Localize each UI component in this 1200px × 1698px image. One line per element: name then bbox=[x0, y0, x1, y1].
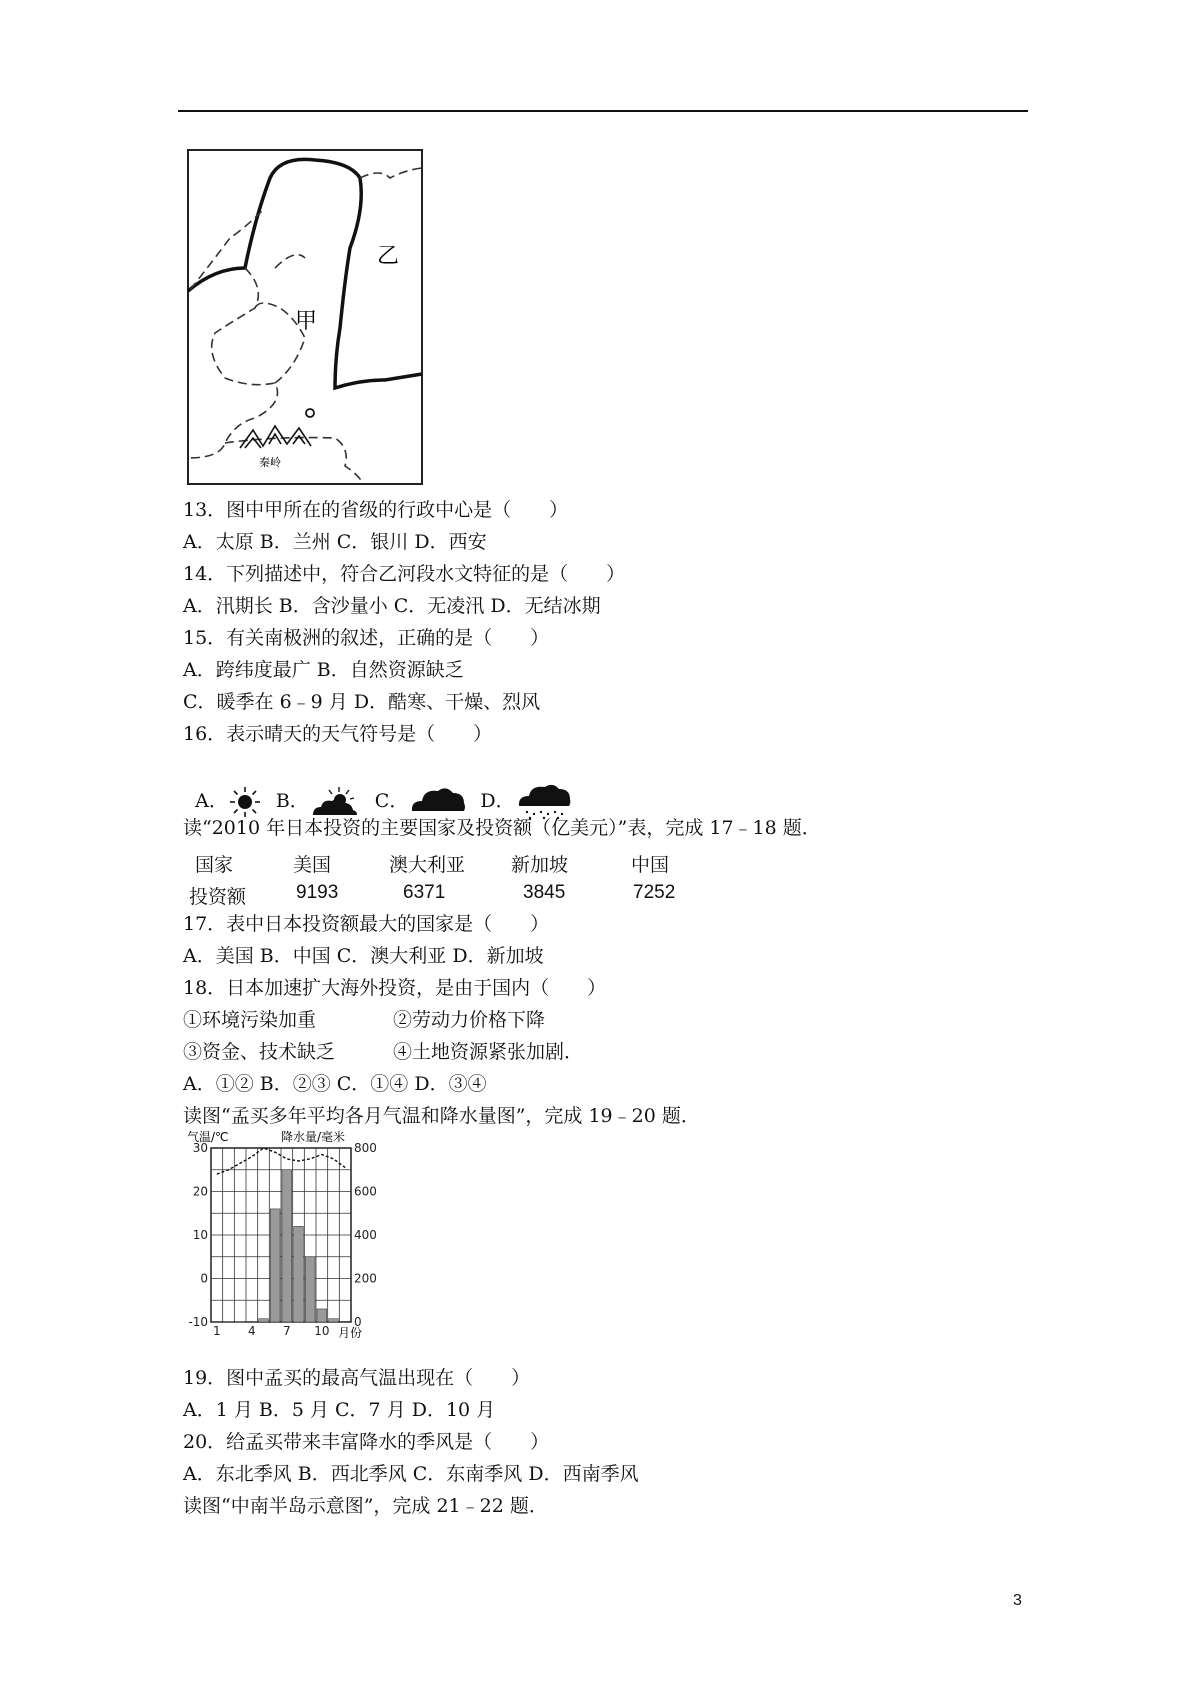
q18-item-2: ②劳动力价格下降 bbox=[393, 1009, 546, 1031]
q15-options-2: C．暖季在 6﹣9 月 D．酷寒、干燥、烈风 bbox=[183, 691, 541, 713]
q13-options: A．太原 B．兰州 C．银川 D．西安 bbox=[183, 531, 487, 553]
map-label-qinling: 秦岭 bbox=[259, 456, 281, 469]
left-axis-label: 气温/℃ bbox=[187, 1130, 229, 1144]
left-tick-label: -10 bbox=[188, 1315, 208, 1329]
overcast-icon bbox=[408, 785, 468, 819]
precip-bar-8 bbox=[294, 1226, 304, 1322]
precip-bar-12 bbox=[340, 1321, 350, 1322]
q14-options: A．汛期长 B．含沙量小 C．无凌汛 D．无结冰期 bbox=[183, 595, 601, 617]
right-tick-label: 400 bbox=[354, 1228, 377, 1242]
precip-bar-6 bbox=[270, 1209, 280, 1322]
right-tick-label: 800 bbox=[354, 1141, 377, 1155]
table-header-4: 中国 bbox=[631, 855, 670, 876]
left-tick-label: 30 bbox=[192, 1141, 208, 1155]
precip-bar-5 bbox=[259, 1319, 269, 1322]
q16-opt-c: C． bbox=[374, 790, 409, 812]
table-header-0: 国家 bbox=[195, 855, 234, 876]
table-header-3: 新加坡 bbox=[511, 855, 569, 876]
mumbai-climate-chart bbox=[183, 1130, 383, 1340]
mountain-icon bbox=[240, 426, 311, 448]
q18-item-1: ①环境污染加重 bbox=[183, 1009, 317, 1031]
q14-stem: 14．下列描述中，符合乙河段水文特征的是（ ） bbox=[183, 563, 626, 585]
q15-options-1: A．跨纬度最广 B．自然资源缺乏 bbox=[183, 659, 464, 681]
right-tick-label: 200 bbox=[354, 1271, 377, 1286]
map-label-jia: 甲 bbox=[295, 309, 318, 334]
precip-bar-7 bbox=[282, 1170, 292, 1322]
q19-stem: 19．图中孟买的最高气温出现在（ ） bbox=[183, 1367, 531, 1389]
precip-bar-9 bbox=[305, 1257, 315, 1322]
partly-cloudy-icon bbox=[309, 785, 361, 819]
right-tick-label: 600 bbox=[354, 1184, 377, 1199]
q20-stem: 20．给孟买带来丰富降水的季风是（ ） bbox=[183, 1431, 550, 1453]
table-cell-4: 7252 bbox=[633, 882, 676, 903]
page-number: 3 bbox=[1013, 1592, 1022, 1609]
table-cell-2: 6371 bbox=[403, 882, 446, 903]
q16-opt-b: B． bbox=[275, 790, 309, 812]
q16-opt-d: D． bbox=[480, 790, 515, 812]
map-label-yi: 乙 bbox=[377, 244, 400, 269]
q16-opt-a: A． bbox=[195, 790, 228, 812]
intro-19-20: 读图“孟买多年平均各月气温和降水量图”，完成 19﹣20 题． bbox=[183, 1105, 700, 1127]
table-cell-1: 9193 bbox=[296, 882, 339, 903]
left-tick-label: 0 bbox=[200, 1271, 208, 1286]
q17-stem: 17．表中日本投资额最大的国家是（ ） bbox=[183, 913, 550, 935]
table-cell-0: 投资额 bbox=[189, 887, 247, 908]
intro-21-22: 读图“中南半岛示意图”，完成 21﹣22 题． bbox=[183, 1495, 548, 1517]
q13-stem: 13．图中甲所在的省级的行政中心是（ ） bbox=[183, 499, 569, 521]
table-cell-3: 3845 bbox=[523, 882, 566, 903]
sun-icon bbox=[228, 785, 262, 819]
left-tick-label: 10 bbox=[192, 1228, 208, 1242]
x-tick-label: 1 bbox=[213, 1324, 221, 1338]
q18-stem: 18．日本加速扩大海外投资，是由于国内（ ） bbox=[183, 977, 607, 999]
table-header-2: 澳大利亚 bbox=[389, 855, 466, 876]
intro-17-18: 读“2010 年日本投资的主要国家及投资额（亿美元）”表，完成 17﹣18 题． bbox=[183, 817, 821, 839]
q20-options: A．东北季风 B．西北季风 C．东南季风 D．西南季风 bbox=[183, 1463, 639, 1485]
q16-options bbox=[183, 758, 573, 812]
right-tick-label: 0 bbox=[354, 1315, 362, 1329]
header-rule bbox=[178, 110, 1028, 112]
x-tick-label: 7 bbox=[283, 1324, 291, 1338]
left-tick-label: 20 bbox=[192, 1184, 208, 1199]
q18-item-4: ④土地资源紧张加剧． bbox=[393, 1041, 584, 1063]
table-header-1: 美国 bbox=[293, 855, 332, 876]
x-tick-label: 10 bbox=[314, 1324, 330, 1338]
q18-options: A．①② B．②③ C．①④ D．③④ bbox=[183, 1073, 487, 1095]
q17-options: A．美国 B．中国 C．澳大利亚 D．新加坡 bbox=[183, 945, 544, 967]
q16-stem: 16．表示晴天的天气符号是（ ） bbox=[183, 723, 493, 745]
precip-bar-11 bbox=[329, 1319, 339, 1322]
loess-plateau-map bbox=[185, 148, 425, 486]
q15-stem: 15．有关南极洲的叙述，正确的是（ ） bbox=[183, 627, 550, 649]
x-tick-label: 4 bbox=[248, 1324, 256, 1338]
q19-options: A．1 月 B．5 月 C．7 月 D．10 月 bbox=[183, 1399, 496, 1421]
x-axis-label: 月份 bbox=[338, 1326, 363, 1340]
precip-bar-10 bbox=[317, 1309, 327, 1322]
q18-item-3: ③资金、技术缺乏 bbox=[183, 1041, 336, 1063]
right-axis-label: 降水量/毫米 bbox=[281, 1130, 346, 1144]
